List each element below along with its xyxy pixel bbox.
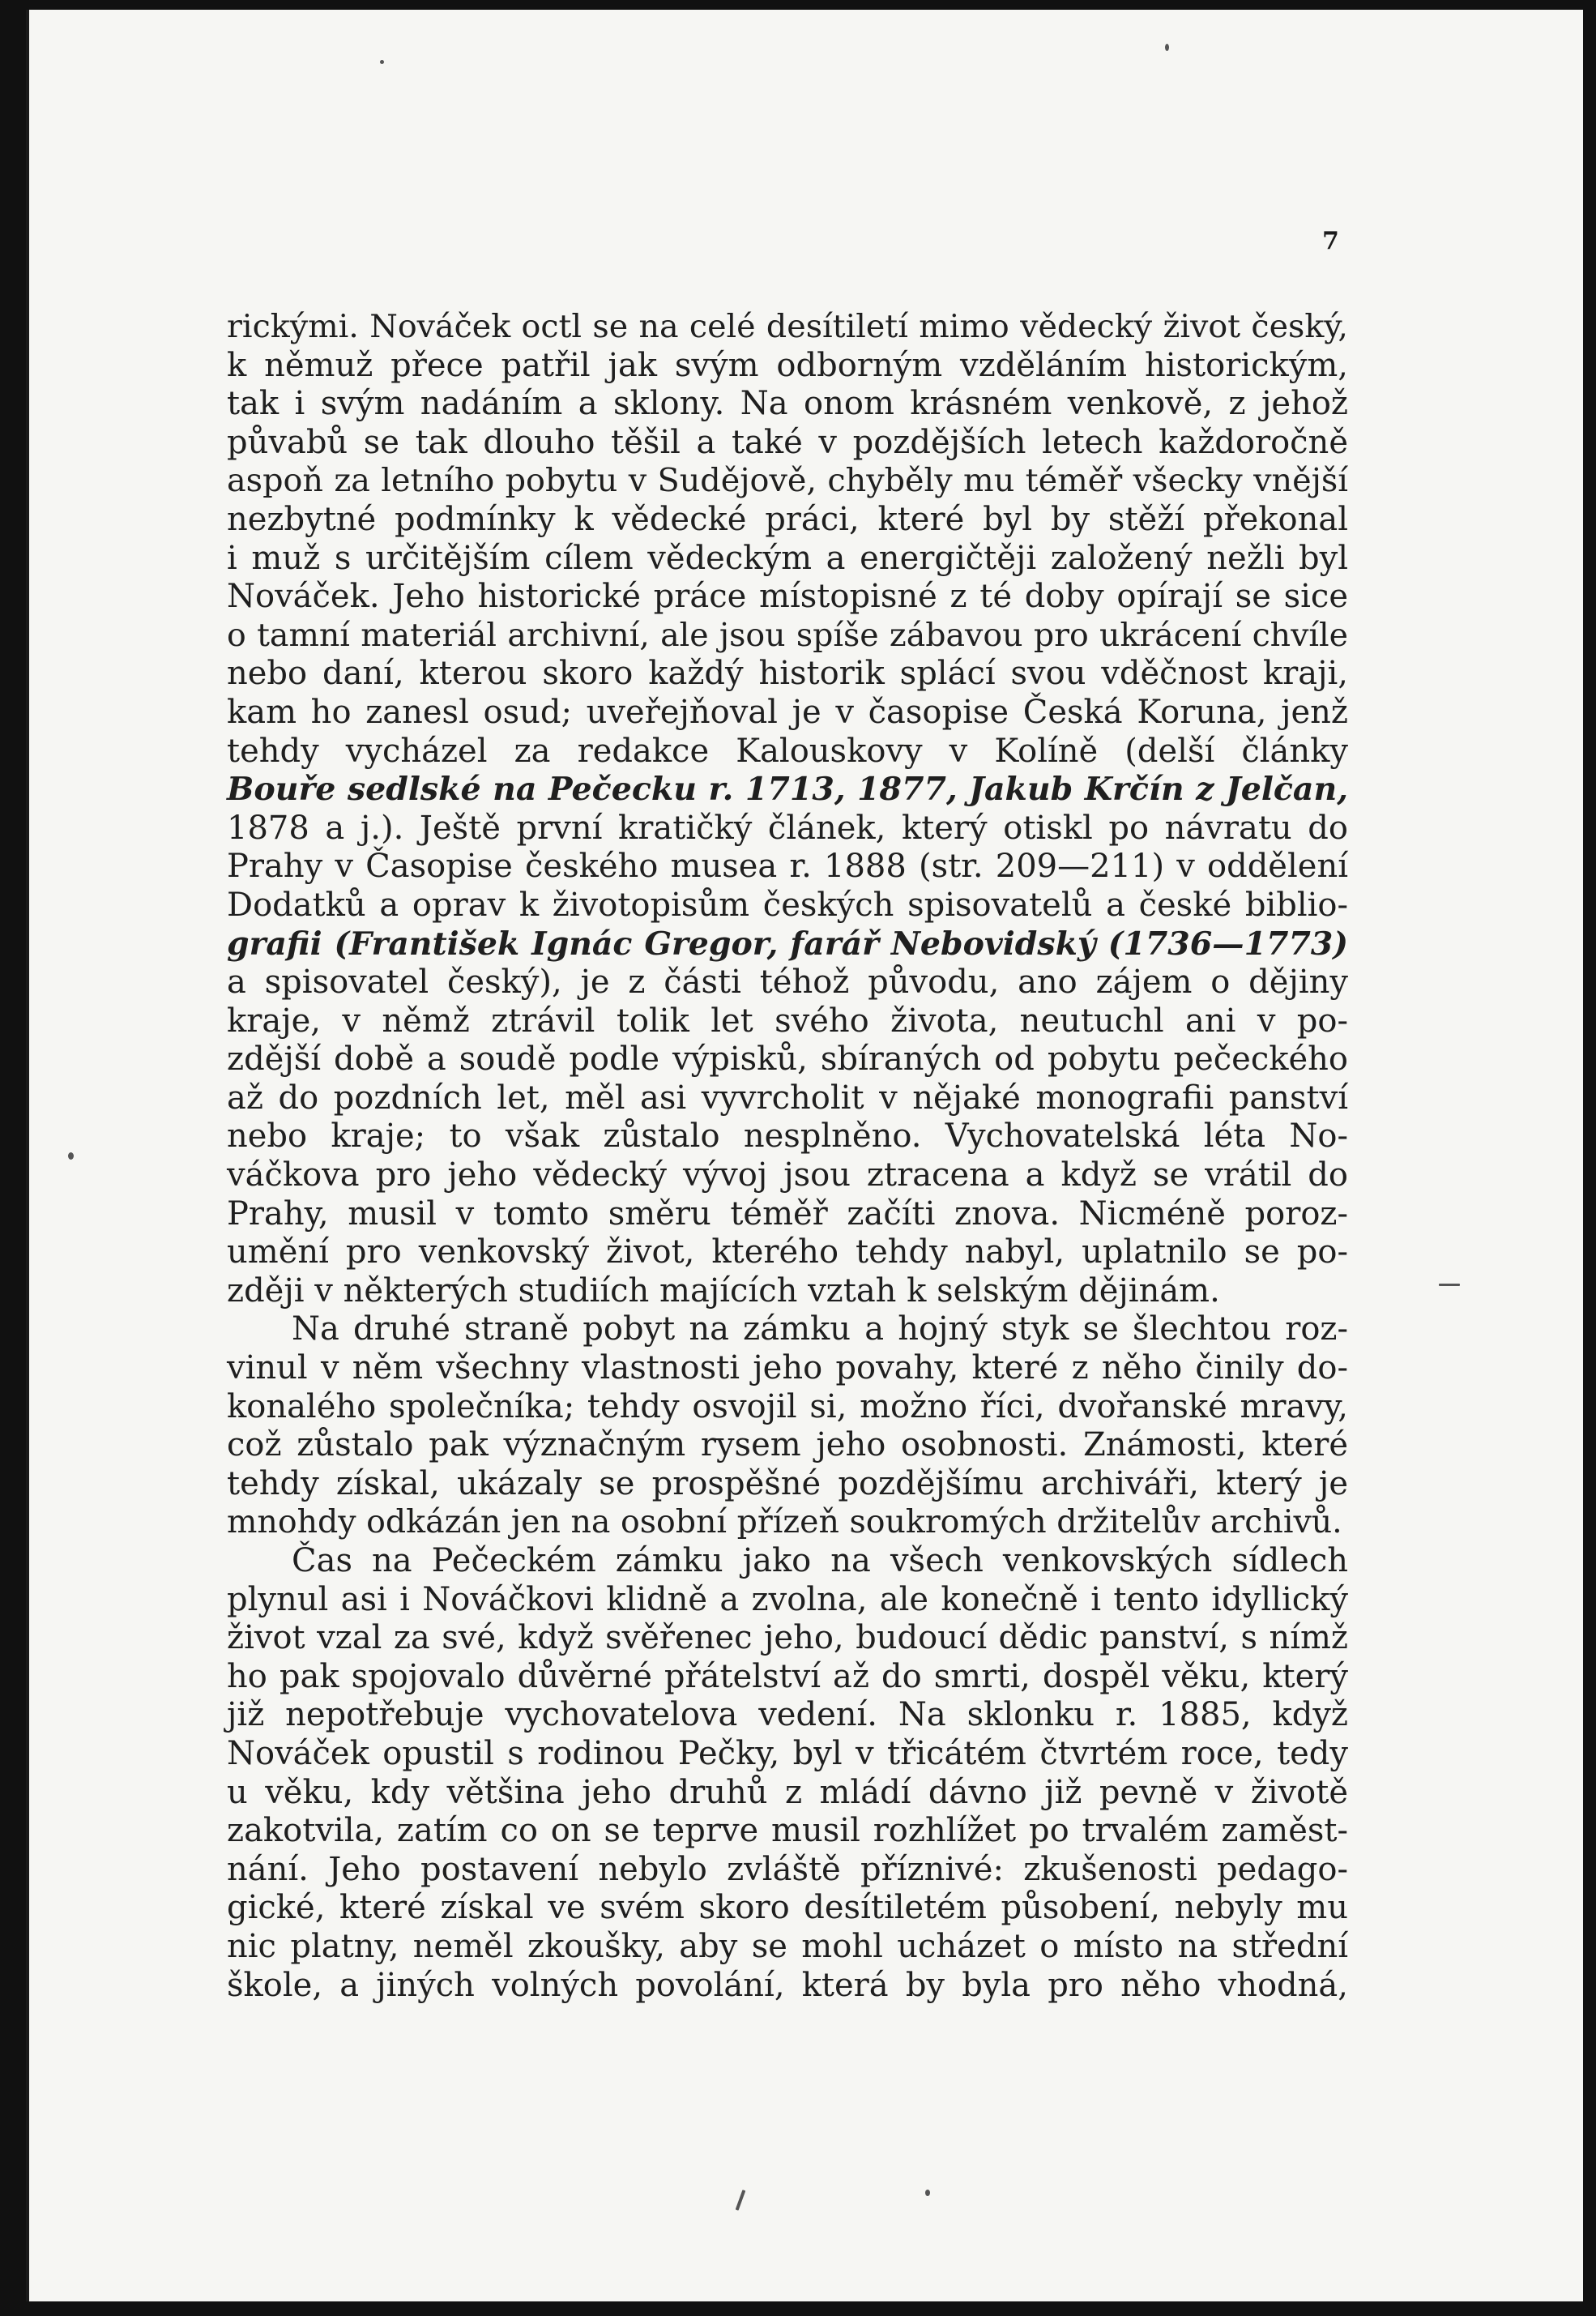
- text-line: nání. Jeho postavení nebylo zvláště příznivé: zkušenosti pedago-: [227, 1850, 1348, 1888]
- body-text: [227, 308, 1348, 2005]
- text-line: váčkova pro jeho vědecký vývoj jsou ztracena a když se vrátil do: [227, 1156, 1348, 1194]
- text-line: rickými. Nováček octl se na celé desítiletí mimo vědecký život český,: [227, 308, 1348, 345]
- speck: [68, 1152, 74, 1160]
- text-line: vinul v něm všechny vlastnosti jeho povahy, které z něho činily do-: [227, 1349, 1348, 1387]
- text-line: až do pozdních let, měl asi vyvrcholit v nějaké monografii panství: [227, 1079, 1348, 1117]
- text-line: u věku, kdy většina jeho druhů z mládí dávno již pevně v životě: [227, 1773, 1348, 1811]
- text-line: i muž s určitějším cílem vědeckým a energičtěji založený nežli byl: [227, 539, 1348, 577]
- text-line: život vzal za své, když svěřenec jeho, budoucí dědic panství, s nímž: [227, 1619, 1348, 1657]
- text-line: Prahy v Časopise českého musea r. 1888 (str. 209—211) v oddělení: [227, 848, 1348, 886]
- text-line: a spisovatel český), je z části téhož původu, ano zájem o dějiny: [227, 964, 1348, 1002]
- text-line: aspoň za letního pobytu v Sudějově, chyběly mu téměř všecky vnější: [227, 462, 1348, 500]
- text-line: 1878 a j.). Ještě první kratičký článek, který otiskl po návratu do: [227, 809, 1348, 847]
- speck: [736, 2190, 746, 2211]
- text-line: škole, a jiných volných povolání, která by byla pro něho vhodná,: [227, 1966, 1348, 2004]
- text-line: kraje, v němž ztrávil tolik let svého života, neutuchl ani v po-: [227, 1002, 1348, 1040]
- speck: [1439, 1284, 1460, 1286]
- speck: [1165, 44, 1169, 51]
- text-line: nezbytné podmínky k vědecké práci, které byl by stěží překonal: [227, 500, 1348, 538]
- paragraph-end-line: zději v některých studiích majících vztah k selským dějinám.: [227, 1271, 1220, 1310]
- text-line: umění pro venkovský život, kterého tehdy nabyl, uplatnilo se po-: [227, 1233, 1348, 1271]
- text-line-italic: Bouře sedlské na Pečecku r. 1713, 1877, Jakub Krčín z Jelčan,: [227, 771, 1348, 809]
- text-line: Prahy, musil v tomto směru téměř začíti znova. Nicméně poroz-: [227, 1194, 1348, 1233]
- text-line: zakotvila, zatím co on se teprve musil rozhlížet po trvalém zaměst-: [227, 1812, 1348, 1850]
- paragraph-start-line: Čas na Pečeckém zámku jako na všech venkovských sídlech: [292, 1542, 1348, 1579]
- page-edge: [26, 10, 29, 2301]
- text-line: Nováček. Jeho historické práce místopisné z té doby opírají se sice: [227, 578, 1348, 616]
- text-line: nebo daní, kterou skoro každý historik splácí svou vděčnost kraji,: [227, 655, 1348, 693]
- text-line: což zůstalo pak význačným rysem jeho osobnosti. Známosti, které: [227, 1426, 1348, 1464]
- text-line: k němuž přece patřil jak svým odborným vzděláním historickým,: [227, 346, 1348, 384]
- text-line: tak i svým nadáním a sklony. Na onom krásném venkově, z jehož: [227, 385, 1348, 423]
- text-line: plynul asi i Nováčkovi klidně a zvolna, ale konečně i tento idyllický: [227, 1580, 1348, 1618]
- paragraph-end-line: mnohdy odkázán jen na osobní přízeň soukromých držitelův archivů.: [227, 1503, 1342, 1541]
- text-line: Nováček opustil s rodinou Pečky, byl v třicátém čtvrtém roce, tedy: [227, 1734, 1348, 1772]
- text-line-italic: grafii (František Ignác Gregor, farář Nebovidský (1736—1773): [227, 925, 1348, 963]
- text-line: tehdy vycházel za redakce Kalouskovy v Kolíně (delší články: [227, 732, 1348, 770]
- text-line: tehdy získal, ukázaly se prospěšné pozdějšímu archiváři, který je: [227, 1464, 1348, 1502]
- text-line: nebo kraje; to však zůstalo nesplněno. Vychovatelská léta No-: [227, 1117, 1348, 1156]
- text-line: půvabů se tak dlouho těšil a také v pozdějších letech každoročně: [227, 423, 1348, 461]
- book-page: [26, 10, 1583, 2301]
- text-line: ho pak spojovalo důvěrné přátelství až do smrti, dospěl věku, který: [227, 1657, 1348, 1695]
- text-line: o tamní materiál archivní, ale jsou spíše zábavou pro ukrácení chvíle: [227, 616, 1348, 654]
- paragraph-start-line: Na druhé straně pobyt na zámku a hojný styk se šlechtou roz-: [292, 1310, 1348, 1348]
- text-line: kam ho zanesl osud; uveřejňoval je v časopise Česká Koruna, jenž: [227, 693, 1348, 731]
- text-line: Dodatků a oprav k životopisům českých spisovatelů a české biblio-: [227, 886, 1348, 924]
- text-line: gické, které získal ve svém skoro desítiletém působení, nebyly mu: [227, 1889, 1348, 1927]
- text-line: konalého společníka; tehdy osvojil si, možno říci, dvořanské mravy,: [227, 1387, 1348, 1425]
- speck: [925, 2190, 930, 2196]
- text-line: již nepotřebuje vychovatelova vedení. Na sklonku r. 1885, když: [227, 1696, 1348, 1734]
- speck: [380, 60, 384, 64]
- page-number: 7: [1322, 227, 1339, 255]
- text-line: zdější době a soudě podle výpisků, sbíraných od pobytu pečeckého: [227, 1040, 1348, 1079]
- text-line: nic platny, neměl zkoušky, aby se mohl ucházet o místo na střední: [227, 1927, 1348, 1965]
